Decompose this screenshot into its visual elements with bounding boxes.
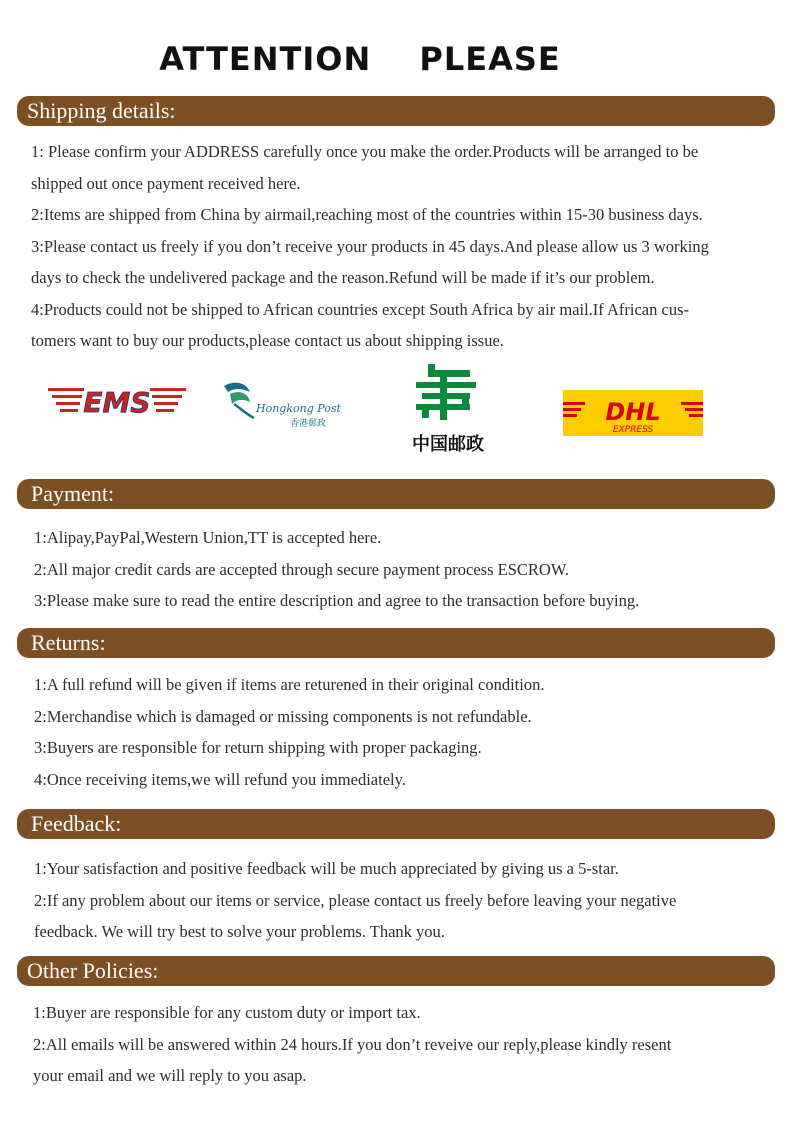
section-bar-payment: Payment: [17,479,775,509]
other-policies-text [33,997,671,1092]
returns-text [34,669,544,795]
shipping-line: days to check the undelivered package and the reason.Refund will be made if it’s our problem. [31,268,655,287]
dhl-logo-text: DHL [605,398,661,426]
section-bar-other-policies: Other Policies: [17,956,775,986]
feedback-line: 1:Your satisfaction and positive feedback will be much appreciated by giving us a 5-star. [34,859,619,878]
ems-logo-icon [48,380,188,420]
feedback-line: 2:If any problem about our items or service, please contact us freely before leaving your negative [34,890,677,910]
page-title: ATTENTION PLEASE [159,40,561,78]
other-policies-line: 1:Buyer are responsible for any custom duty or import tax. [33,1003,421,1022]
ems-logo-text: EMS [83,386,151,419]
other-policies-line: 2:All emails will be answered within 24 hours.If you don’t reveive our reply,please kindly resent [33,1034,672,1054]
section-bar-feedback: Feedback: [17,809,775,839]
hongkong-post-logo-icon [220,378,345,433]
dhl-express-text: EXPRESS [612,425,654,435]
shipping-line: 3:Please contact us freely if you don’t receive your products in 45 days.And please allow us 3 working [31,236,709,256]
returns-line: 1:A full refund will be given if items are returened in their original condition. [34,675,545,694]
payment-line: 3:Please make sure to read the entire description and agree to the transaction before buying. [34,591,640,610]
feedback-line: feedback. We will try best to solve your problems. Thank you. [34,922,445,941]
dhl-logo-icon [563,390,703,436]
payment-line: 2:All major credit cards are accepted through secure payment process ESCROW. [34,559,570,579]
hongkong-post-chinese: 香港郵政 [290,419,327,429]
shipping-text [31,136,709,357]
section-bar-shipping: Shipping details: [17,96,775,126]
shipping-line: 1: Please confirm your ADDRESS carefully once you make the order.Products will be arranged to be [31,142,699,161]
payment-line: 1:Alipay,PayPal,Western Union,TT is accepted here. [34,528,382,547]
hongkong-post-text: Hongkong Post [256,402,341,415]
carrier-logos [0,360,790,460]
payment-text [34,522,639,617]
returns-line: 3:Buyers are responsible for return shipping with proper packaging. [34,738,482,757]
returns-line: 2:Merchandise which is damaged or missing components is not refundable. [34,706,532,726]
shipping-line: 2:Items are shipped from China by airmail,reaching most of the countries within 15-30 business days. [31,205,703,224]
shipping-line: shipped out once payment received here. [31,173,301,193]
china-post-logo-icon [398,362,498,457]
shipping-line: 4:Products could not be shipped to African countries except South Africa by air mail.If African cus- [31,299,689,319]
shipping-line: tomers want to buy our products,please contact us about shipping issue. [31,331,504,350]
feedback-text [34,853,676,948]
section-bar-returns: Returns: [17,628,775,658]
china-post-text: 中国邮政 [412,434,484,455]
other-policies-line: your email and we will reply to you asap. [33,1066,307,1085]
returns-line: 4:Once receiving items,we will refund you immediately. [34,769,406,789]
